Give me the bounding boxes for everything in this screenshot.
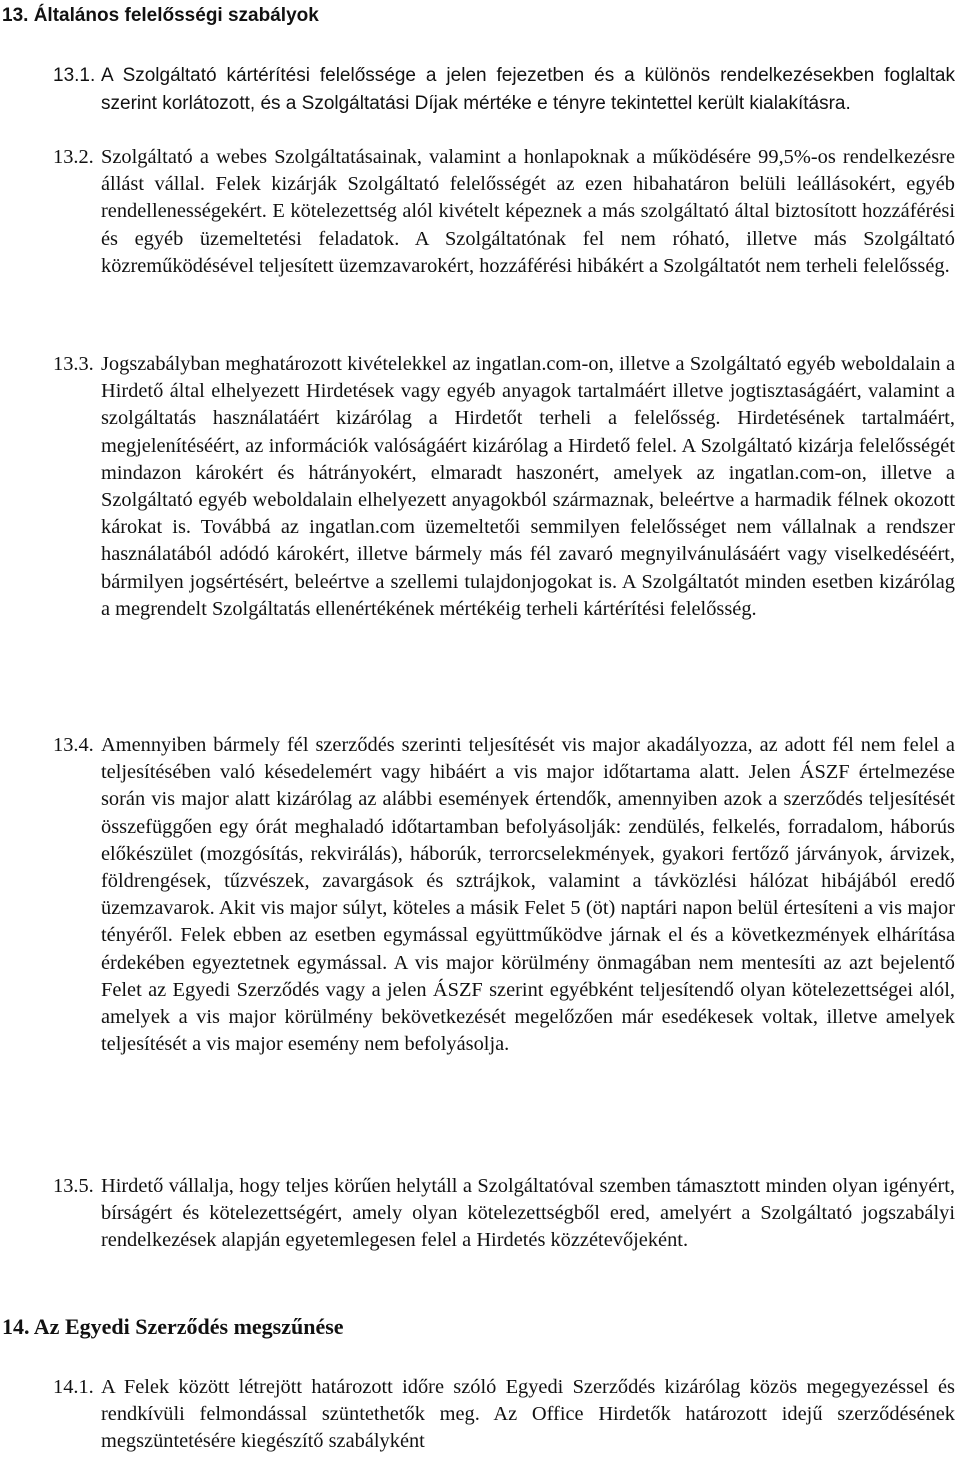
clause-number: 13.4. [53, 734, 94, 756]
clause-text: A Szolgáltató kártérítési felelőssége a jelen fejezetben és a különös rendelkezésekben foglaltak szerint korlátozott, és a Szolgáltatási Díjak mértéke e tényre tekintettel került kialakításra. [101, 65, 955, 114]
clause-number: 13.1. [53, 65, 96, 86]
clause-13-4 [53, 732, 955, 1058]
section-14-heading: 14. Az Egyedi Szerződés megszűnése [2, 1314, 344, 1339]
clause-14-1 [53, 1374, 955, 1456]
clause-13-5 [53, 1173, 955, 1255]
clause-13-1 [53, 62, 955, 117]
clause-text: Jogszabályban meghatározott kivételekkel az ingatlan.com-on, illetve a Szolgáltató egyéb weboldalain a Hirdető által elhelyezett Hirdetések vagy egyéb anyagok tartalmáért illetve jogtisztaságáért, valamint a szolgáltatás használatáért kizárólag a Hirdetőt terheli a felelősség. Hirdetésének tartalmáért, megjelenítéséért, az információk valóságáért kizárólag a Hirdető felel. A Szolgáltató kizárja felelősségét mindazon károkért és hátrányokért, elmaradt haszonért, amelyek az ingatlan.com-on, illetve a Szolgáltató egyéb weboldalain elhelyezett anyagokból származnak, beleértve a harmadik félnek okozott károkat is. Továbbá az ingatlan.com üzemeltetői semmilyen felelősséget nem vállalnak a rendszer használatából adódó károkért, illetve bármely más fél zavaró megnyilvánulásáért vagy viselkedéséért, bármilyen jogsértésért, beleértve a szellemi tulajdonjogokat is. A Szolgáltatót minden esetben kizárólag a megrendelt Szolgáltatás ellenértékének mértékéig terheli kártérítési felelősség. [101, 353, 955, 620]
clause-text: Szolgáltató a webes Szolgáltatásainak, valamint a honlapoknak a működésére 99,5%-os rendelkezésre állást vállal. Felek kizárják Szolgáltató felelősségét az ezen hibahatáron belüli leállásokért, egyéb rendellenességekért. E kötelezettség alól kivételt képeznek a más szolgáltató által biztosított hozzáférési és egyéb üzemeltetési feladatok. A Szolgáltatónak fel nem róható, illetve más Szolgáltató közreműködésével teljesített üzemzavarokért, hozzáférési hibákért a Szolgáltatót nem terheli felelősség. [101, 146, 955, 277]
clause-number: 13.3. [53, 353, 94, 375]
clause-13-3 [53, 351, 955, 623]
clause-13-2 [53, 144, 955, 280]
clause-number: 13.2. [53, 146, 94, 168]
section-13-heading: 13. Általános felelősségi szabályok [2, 5, 319, 26]
clause-number: 13.5. [53, 1175, 94, 1197]
clause-text: Hirdető vállalja, hogy teljes körűen helytáll a Szolgáltatóval szemben támasztott minden olyan igényért, bírságért és kötelezettségért, amely olyan kötelezettségből ered, amelyért a Szolgáltató jogszabályi rendelkezések alapján egyetemlegesen felel a Hirdetés közzétevőjeként. [101, 1175, 955, 1252]
clause-text: A Felek között létrejött határozott időre szóló Egyedi Szerződés kizárólag közös megegyezéssel és rendkívüli felmondással szüntethetők meg. Az Office Hirdetők határozott idejű szerződésének megszüntetésére kiegészítő szabályként [101, 1376, 955, 1453]
clause-number: 14.1. [53, 1376, 94, 1398]
clause-text: Amennyiben bármely fél szerződés szerinti teljesítését vis major akadályozza, az adott fél nem felel a teljesítésében való késedelemért vagy hibáért a vis major időtartama alatt. Jelen ÁSZF értelmezése során vis major alatt kizárólag az alábbi események értendők, amennyiben azok a szerződés teljesítését összefüggően egy órát meghaladó időtartamban befolyásolják: zendülés, felkelés, forradalom, háborús előkészület (mozgósítás, rekvirálás), háborúk, terrorcselekmények, gyakori fertőző járványok, árvizek, földrengések, tűzvészek, zavargások és sztrájkok, valamint a távközlési hálózat hibájából eredő üzemzavarok. Akit vis major súlyt, köteles a másik Felet 5 (öt) naptári napon belül értesíteni a vis major tényéről. Felek ebben az esetben egymással együttműködve járnak el és a következmények elhárítása érdekében egyeztetnek egymással. A vis major körülmény önmagában nem mentesíti az azt bejelentő Felet az Egyedi Szerződés vagy a jelen ÁSZF szerint egyébként teljesítendő olyan kötelezettségei alól, amelyek a vis major körülmény bekövetkezését megelőzően már esedékesek voltak, illetve amelyek teljesítését a vis major esemény nem befolyásolja. [101, 734, 955, 1056]
